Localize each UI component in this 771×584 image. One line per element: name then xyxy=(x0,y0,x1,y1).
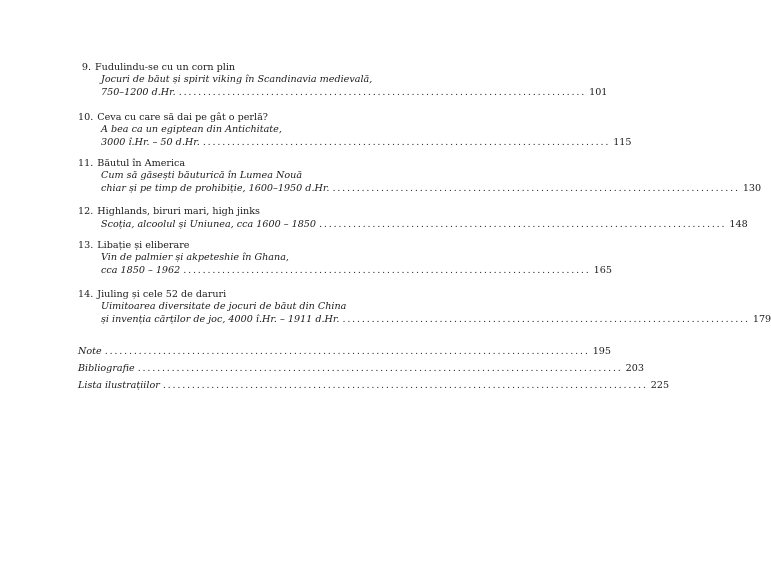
chapter-number: 12. xyxy=(78,206,94,217)
dot-leader: .................................................................................... xyxy=(332,183,740,194)
chapter-number: 14. xyxy=(78,289,94,300)
dot-leader: .................................................................................... xyxy=(178,87,587,98)
dot-leader: .................................................................................................... xyxy=(137,363,623,374)
chapter-subtitle: cca 1850 – 1962 xyxy=(101,265,181,276)
chapter-title: Ceva cu care să dai pe gât o perlă? xyxy=(97,112,268,123)
chapter-subtitle-with-page xyxy=(101,183,762,195)
chapter-heading xyxy=(78,62,235,74)
dot-leader: .................................................................................................... xyxy=(162,380,648,391)
page-number: 101 xyxy=(589,87,608,98)
chapter-title: Libație și eliberare xyxy=(97,240,190,251)
chapter-number: 11. xyxy=(78,158,94,169)
chapter-subtitle: Vin de palmier și akpeteshie în Ghana, xyxy=(101,252,289,263)
page-number: 195 xyxy=(592,346,611,357)
chapter-subtitle: Cum să găsești băuturică în Lumea Nouă xyxy=(101,170,303,181)
chapter-subtitle-with-page xyxy=(101,137,632,149)
page-number: 225 xyxy=(650,380,670,391)
chapter-title: Highlands, biruri mari, high jinks xyxy=(97,206,260,217)
dot-leader: .................................................................................... xyxy=(183,265,591,276)
chapter-subtitle-with-page xyxy=(101,265,612,277)
toc-entry-notes xyxy=(78,346,611,358)
chapter-subtitle: și invenția cărților de joc, 4000 î.Hr. – 1911 d.Hr. xyxy=(101,314,340,325)
page-number: 148 xyxy=(729,219,748,230)
toc-entry-bibliography xyxy=(78,363,644,375)
chapter-subtitle-with-page xyxy=(101,87,608,99)
chapter-subtitle: Uimitoarea diversitate de jocuri de băut din China xyxy=(101,301,347,312)
dot-leader: .................................................................................... xyxy=(202,137,611,148)
chapter-heading xyxy=(78,158,185,170)
chapter-heading xyxy=(78,289,226,301)
chapter-subtitle: A bea ca un egiptean din Antichitate, xyxy=(101,124,282,135)
page-number: 179 xyxy=(752,314,771,325)
dot-leader: .................................................................................................... xyxy=(104,346,590,357)
dot-leader: .................................................................................... xyxy=(342,314,750,325)
back-matter-title: Lista ilustrațiilor xyxy=(78,380,160,391)
chapter-heading xyxy=(78,112,268,124)
chapter-title: Băutul în America xyxy=(97,158,186,169)
chapter-heading xyxy=(78,206,260,218)
chapter-subtitle-with-page xyxy=(101,219,748,231)
toc-entry-illustrations xyxy=(78,380,670,392)
chapter-subtitle: chiar și pe timp de prohibiție, 1600–1950 d.Hr. xyxy=(101,183,330,194)
page-number: 203 xyxy=(625,363,644,374)
chapter-subtitle: 750–1200 d.Hr. xyxy=(101,87,176,98)
back-matter-title: Bibliografie xyxy=(78,363,135,374)
chapter-subtitle: Jocuri de băut și spirit viking în Scandinavia medievală, xyxy=(101,74,373,85)
chapter-number: 10. xyxy=(78,112,94,123)
chapter-title: Jiuling și cele 52 de daruri xyxy=(97,289,227,300)
page-number: 165 xyxy=(593,265,612,276)
chapter-heading xyxy=(78,240,189,252)
page-number: 115 xyxy=(613,137,632,148)
chapter-subtitle: 3000 î.Hr. – 50 d.Hr. xyxy=(101,137,200,148)
dot-leader: .................................................................................... xyxy=(319,219,727,230)
chapter-title: Fudulindu-se cu un corn plin xyxy=(95,62,236,73)
chapter-number: 13. xyxy=(78,240,94,251)
page-number: 130 xyxy=(742,183,762,194)
chapter-subtitle-with-page xyxy=(101,314,771,326)
back-matter-title: Note xyxy=(78,346,102,357)
chapter-number: 9. xyxy=(81,62,91,73)
chapter-subtitle: Scoția, alcoolul și Uniunea, cca 1600 – 1850 xyxy=(101,219,317,230)
